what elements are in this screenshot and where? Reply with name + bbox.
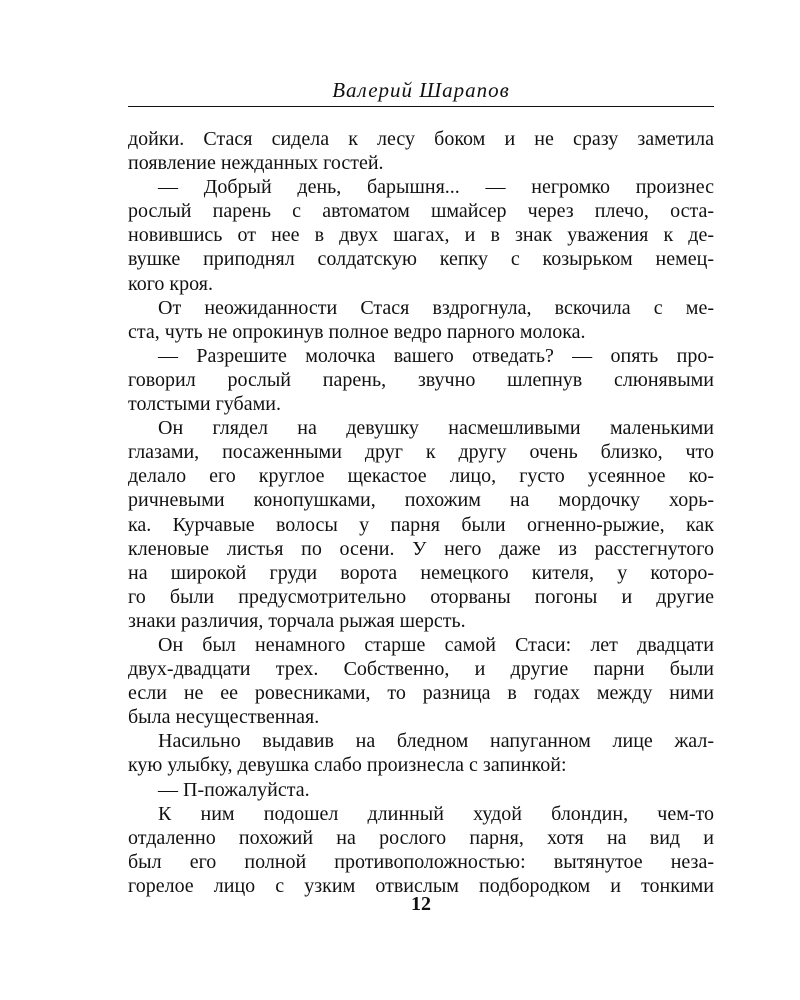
text-line: От неожиданности Стася вздрогнула, вскочила с ме-: [158, 296, 714, 319]
text-line: дойки. Стася сидела к лесу боком и не сразу заметила: [128, 128, 714, 150]
text-line: новившись от нее в двух шагах, и в знак уважения к де-: [128, 224, 714, 247]
text-line: двух-двадцати трех. Собственно, и другие парни были: [128, 658, 714, 681]
text-line: вушке приподнял солдатскую кепку с козырьком немец-: [128, 248, 714, 271]
text-line: — Добрый день, барышня... — негромко произнес: [158, 176, 714, 199]
text-line: ка. Курчавые волосы у парня были огненно-рыжие, как: [128, 513, 714, 536]
text-line: если не ее ровесниками, то разница в годах между ними: [128, 682, 714, 705]
text-line: горелое лицо с узким отвислым подбородком и тонкими: [128, 874, 714, 897]
running-head: Валерий Шарапов: [332, 78, 510, 102]
text-line: глазами, посаженными друг к другу очень близко, что: [128, 441, 714, 464]
text-line: был его полной противоположностью: вытянутое неза-: [128, 850, 714, 873]
text-line: К ним подошел длинный худой блондин, чем-то: [158, 802, 714, 825]
text-line: делало его круглое щекастое лицо, густо усеянное ко-: [128, 465, 714, 488]
text-line: появление нежданных гостей.: [128, 152, 384, 175]
text-line: кленовые листья по осени. У него даже из расстегнутого: [128, 537, 714, 560]
text-line: Он был ненамного старше самой Стаси: лет двадцати: [158, 633, 714, 656]
text-line: рослый парень с автоматом шмайсер через плечо, оста-: [128, 200, 714, 223]
text-line: Он глядел на девушку насмешливыми маленькими: [158, 417, 714, 440]
text-line: знаки различия, торчала рыжая шерсть.: [128, 609, 466, 632]
text-line: — П-пожалуйста.: [158, 778, 310, 801]
text-line: — Разрешите молочка вашего отведать? — опять про-: [158, 344, 714, 367]
header-rule: [128, 106, 714, 107]
text-line: говорил рослый парень, звучно шлепнув слюнявыми: [128, 368, 714, 391]
page-number: 12: [411, 893, 431, 915]
text-line: толстыми губами.: [128, 393, 281, 416]
text-line: Насильно выдавив на бледном напуганном лице жал-: [158, 730, 714, 753]
body-text: [128, 127, 714, 898]
text-line: отдаленно похожий на рослого парня, хотя на вид и: [128, 826, 714, 849]
text-line: ста, чуть не опрокинув полное ведро парного молока.: [128, 320, 586, 343]
text-line: кого кроя.: [128, 272, 213, 295]
text-line: ричневыми конопушками, похожим на мордочку хорь-: [128, 489, 714, 512]
text-line: кую улыбку, девушка слабо произнесла с запинкой:: [128, 754, 567, 777]
text-line: на широкой груди ворота немецкого кителя, у которо-: [128, 561, 714, 584]
text-line: была несущественная.: [128, 706, 320, 729]
text-line: го были предусмотрительно оторваны погоны и другие: [128, 585, 714, 608]
